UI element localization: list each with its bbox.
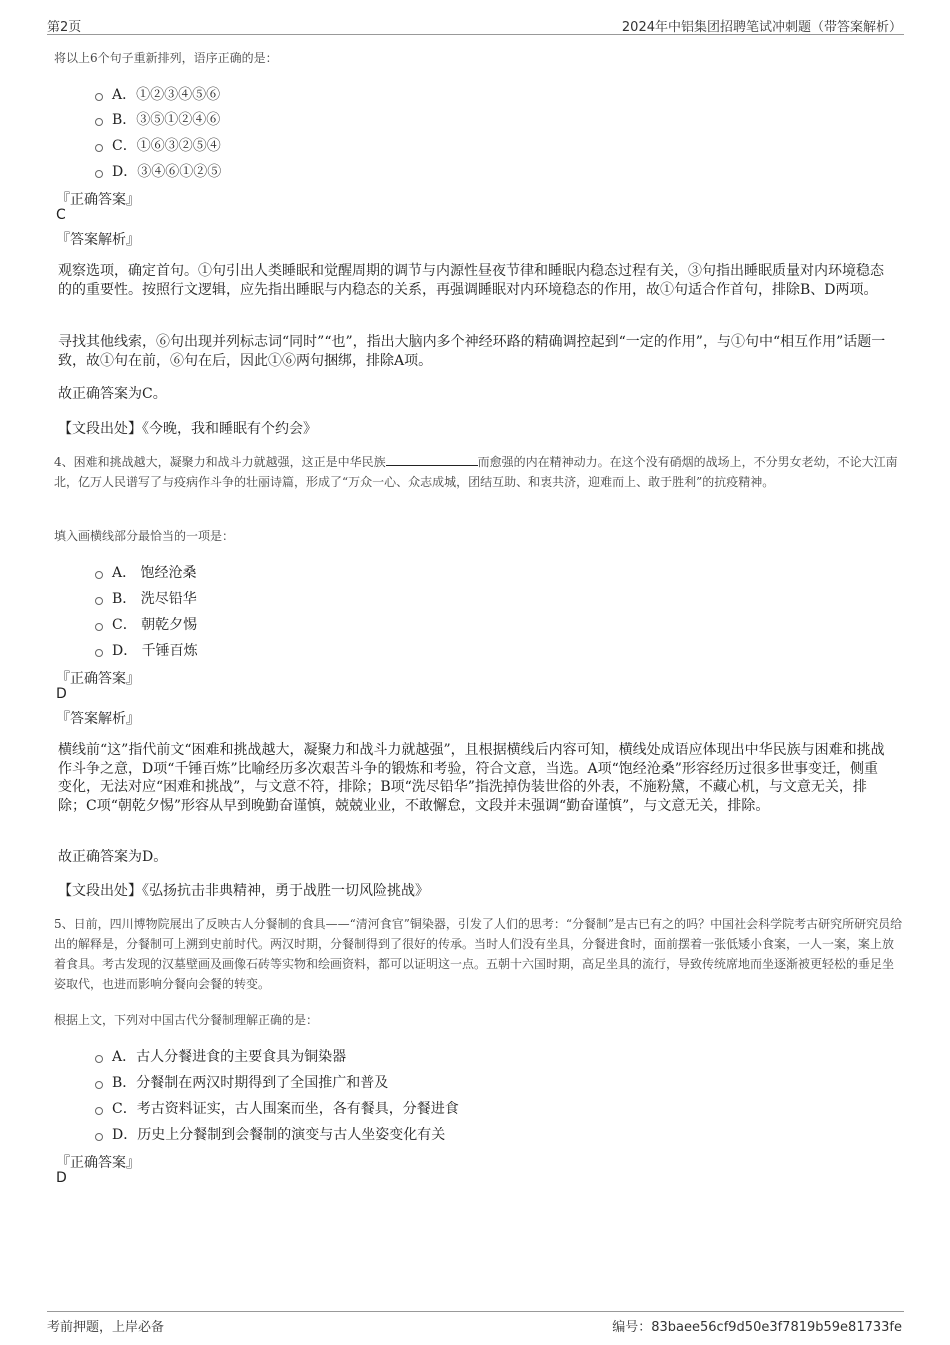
q4-option-b[interactable] <box>95 588 197 608</box>
q3-analysis-label: 『答案解析』 <box>56 232 140 248</box>
radio-icon[interactable] <box>95 118 103 126</box>
q5-answer-label: 『正确答案』 <box>56 1155 140 1171</box>
q4-analysis-conclusion: 故正确答案为D。 <box>58 849 168 865</box>
page-footer <box>47 1311 904 1336</box>
option-label: B．分餐制在两汉时期得到了全国推广和普及 <box>112 1075 389 1091</box>
option-label: A．①②③④⑤⑥ <box>112 87 221 103</box>
q5-option-c[interactable] <box>95 1098 459 1118</box>
q5-option-b[interactable] <box>95 1072 388 1092</box>
q4-stem-after: 而愈强的内在精神动力。在这个没有硝烟的战场上，不分男女老幼，不论大江南北，亿万人民谱写了与疫病作斗争的壮丽诗篇，形成了“万众一心、众志成城，团结互助、和衷共济，迎难而上、敢于胜利”的抗疫精神。 <box>54 455 898 489</box>
q5-option-a[interactable] <box>95 1046 346 1066</box>
option-label: C．①⑥③②⑤④ <box>112 138 221 154</box>
q4-option-c[interactable] <box>95 614 197 634</box>
radio-icon[interactable] <box>95 1081 103 1089</box>
option-label: B．③⑤①②④⑥ <box>112 112 221 128</box>
q3-option-a[interactable] <box>95 84 220 104</box>
q5-stem: 5、日前，四川博物院展出了反映古人分餐制的食具——“清河食官”铜染器，引发了人们的思考：“分餐制”是古已有之的吗？中国社会科学院考古研究所研究员给出的解释是，分餐制可上溯到史前时代。两汉时期，分餐制得到了很好的传承。当时人们没有坐具，分餐进食时，面前摆着一张低矮小食案，一人一案，案上放着食具。考古发现的汉墓壁画及画像石砖等实物和绘画资料，都可以证明这一点。五朝十六国时期，高足坐具的流行，导致传统席地而坐逐渐被更轻松的垂足坐姿取代，也进而影响分餐向会餐的转变。 <box>54 917 903 991</box>
q3-source: 【文段出处】《今晚，我和睡眠有个约会》 <box>58 421 317 437</box>
radio-icon[interactable] <box>95 649 103 657</box>
q3-prompt: 将以上6个句子重新排列，语序正确的是： <box>54 51 278 65</box>
q3-answer-label: 『正确答案』 <box>56 192 140 208</box>
radio-icon[interactable] <box>95 1107 103 1115</box>
q4-answer: D <box>56 686 67 702</box>
page-number: 第2页 <box>47 20 82 35</box>
q3-analysis-paragraph-2: 寻找其他线索，⑥句出现并列标志词“同时”“也”，指出大脑内多个神经环路的精确调控起到“一定的作用”，与①句中“相互作用”话题一致，故①句在前，⑥句在后，因此①⑥两句捆绑，排除A项。 <box>58 334 886 369</box>
q3-analysis-paragraph-1: 观察选项，确定首句。①句引出人类睡眠和觉醒周期的调节与内源性昼夜节律和睡眠内稳态过程有关，③句指出睡眠质量对内环境稳态的的重要性。按照行文逻辑，应先指出睡眠与内稳态的关系，再强调睡眠对内环境稳态的作用，故①句适合作首句，排除B、D两项。 <box>58 263 884 298</box>
q4-option-a[interactable] <box>95 562 197 582</box>
q3-analysis-conclusion: 故正确答案为C。 <box>58 386 167 402</box>
q3-option-d[interactable] <box>95 161 221 181</box>
radio-icon[interactable] <box>95 1133 103 1141</box>
option-label: A． 饱经沧桑 <box>112 565 197 581</box>
option-label: A．古人分餐进食的主要食具为铜染器 <box>112 1049 347 1065</box>
q3-option-c[interactable] <box>95 135 221 155</box>
q5-option-d[interactable] <box>95 1124 445 1144</box>
fill-blank <box>386 453 478 466</box>
radio-icon[interactable] <box>95 623 103 631</box>
document-code: 编号：83baee56cf9d50e3f7819b59e81733fe <box>612 1320 902 1335</box>
option-label: C． 朝乾夕惕 <box>112 617 198 633</box>
radio-icon[interactable] <box>95 144 103 152</box>
document-title: 2024年中铝集团招聘笔试冲刺题（带答案解析） <box>621 20 902 35</box>
q4-answer-label: 『正确答案』 <box>56 671 140 687</box>
radio-icon[interactable] <box>95 571 103 579</box>
q5-answer: D <box>56 1170 67 1186</box>
radio-icon[interactable] <box>95 170 103 178</box>
q4-stem <box>54 452 904 492</box>
radio-icon[interactable] <box>95 597 103 605</box>
q4-analysis-paragraph-1: 横线前“这”指代前文“困难和挑战越大，凝聚力和战斗力就越强”，且根据横线后内容可知，横线处成语应体现出中华民族与困难和挑战作斗争之意，D项“千锤百炼”比喻经历多次艰苦斗争的锻炼和考验，符合文意，当选。A项“饱经沧桑”形容经历过很多世事变迁，侧重变化，无法对应“困难和挑战”，与文意不符，排除；B项“洗尽铅华”指洗掉伪装世俗的外表，不施粉黛，不藏心机，与文意无关，排除；C项“朝乾夕惕”形容从早到晚勤奋谨慎，兢兢业业，不敢懈怠，文段并未强调“勤奋谨慎”，与文意无关，排除。 <box>58 742 885 814</box>
option-label: D．历史上分餐制到会餐制的演变与古人坐姿变化有关 <box>112 1127 446 1143</box>
q4-stem-before: 4、困难和挑战越大，凝聚力和战斗力就越强，这正是中华民族 <box>54 455 386 469</box>
page-header <box>47 14 904 35</box>
option-label: D．③④⑥①②⑤ <box>112 164 222 180</box>
radio-icon[interactable] <box>95 1055 103 1063</box>
q3-option-b[interactable] <box>95 109 220 129</box>
option-label: C．考古资料证实，古人围案而坐，各有餐具，分餐进食 <box>112 1101 459 1117</box>
q4-prompt: 填入画横线部分最恰当的一项是： <box>54 529 235 543</box>
q3-answer: C <box>56 207 66 223</box>
q4-option-d[interactable] <box>95 640 198 660</box>
option-label: B． 洗尽铅华 <box>112 591 197 607</box>
q5-prompt: 根据上文，下列对中国古代分餐制理解正确的是： <box>54 1013 319 1027</box>
q4-source: 【文段出处】《弘扬抗击非典精神，勇于战胜一切风险挑战》 <box>58 883 429 899</box>
q4-analysis-label: 『答案解析』 <box>56 711 140 727</box>
option-label: D． 千锤百炼 <box>112 643 198 659</box>
radio-icon[interactable] <box>95 93 103 101</box>
footer-slogan: 考前押题，上岸必备 <box>47 1320 165 1335</box>
